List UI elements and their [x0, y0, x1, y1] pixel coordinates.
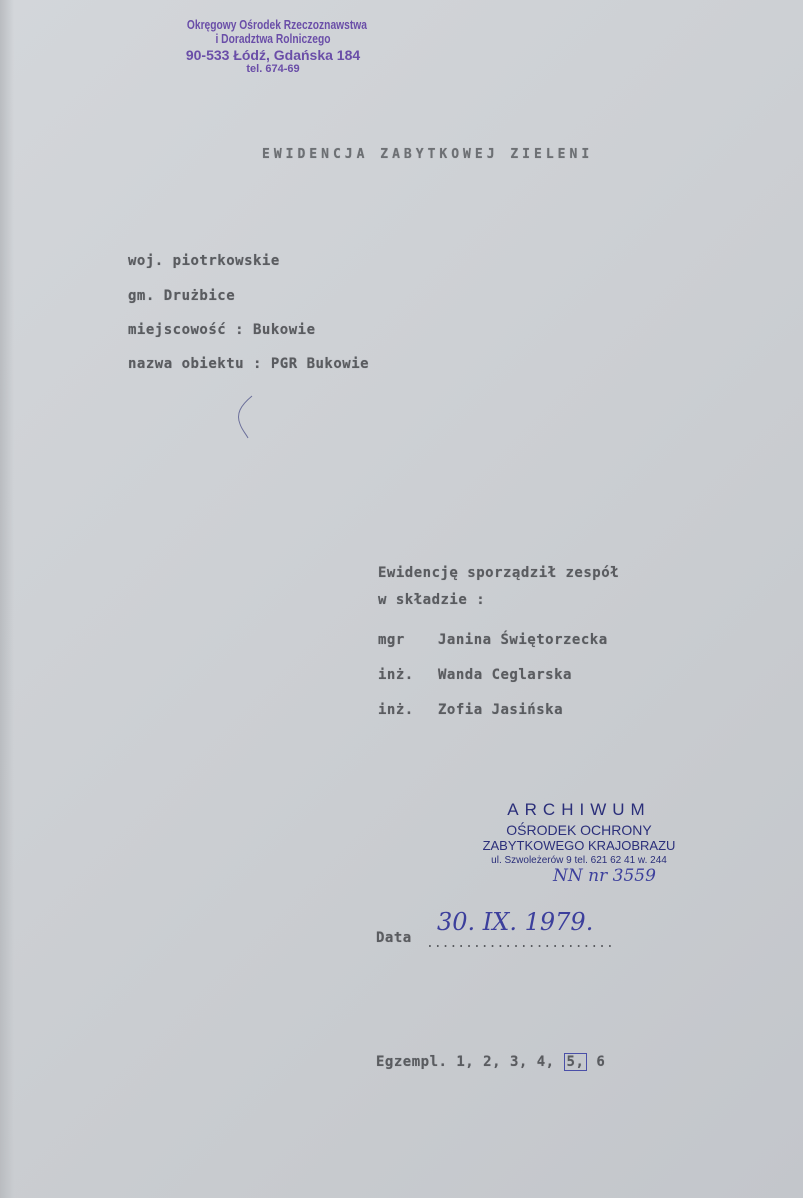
stamp-line-2: i Doradztwa Rolniczego: [215, 32, 331, 47]
archive-stamp-line-1: ARCHIWUM: [507, 800, 651, 819]
stamp-line-1: Okręgowy Ośrodek Rzeczoznawstwa: [186, 18, 367, 32]
stamp-line-3: 90-533 Łódź, Gdańska 184: [185, 46, 361, 63]
institution-stamp: [168, 18, 378, 75]
member-1-name: Janina Świętorzecka: [438, 632, 608, 648]
copies-rest: 6: [596, 1054, 606, 1070]
pencil-mark: [230, 392, 260, 442]
archive-stamp-line-2: OŚRODEK OCHRONY: [506, 822, 652, 838]
date-dotted-line: ........................: [426, 936, 614, 951]
copies-selected: 5,: [564, 1053, 588, 1071]
page-edge-shadow: [0, 0, 14, 1198]
member-2-name: Wanda Ceglarska: [438, 667, 572, 683]
date-label: Data: [376, 930, 412, 946]
stamp-line-4: tel. 674-69: [246, 62, 300, 75]
copies-line: [376, 1053, 605, 1071]
member-3-name: Zofia Jasińska: [438, 702, 564, 718]
handwritten-date: 30. IX. 1979.: [437, 908, 594, 936]
field-object-name: nazwa obiektu : PGR Bukowie: [128, 356, 370, 372]
copies-list: 1, 2, 3, 4,: [456, 1054, 555, 1070]
archive-stamp: [470, 800, 688, 866]
handwritten-reference: NN nr 3559: [553, 866, 656, 886]
member-1-title: mgr: [378, 632, 405, 648]
field-voivodeship: woj. piotrkowskie: [128, 253, 280, 269]
document-title: EWIDENCJA ZABYTKOWEJ ZIELENI: [262, 147, 594, 162]
field-locality: miejscowość : Bukowie: [128, 322, 316, 338]
archive-stamp-line-4: ul. Szwoleżerów 9 tel. 621 62 41 w. 244: [491, 855, 667, 866]
team-intro-line-1: Ewidencję sporządził zespół: [378, 565, 620, 581]
member-2-title: inż.: [378, 667, 414, 683]
member-3-title: inż.: [378, 702, 414, 718]
field-commune: gm. Drużbice: [128, 288, 236, 304]
copies-label: Egzempl.: [376, 1054, 448, 1070]
team-intro-line-2: w składzie :: [378, 592, 486, 608]
archive-stamp-line-3: ZABYTKOWEGO KRAJOBRAZU: [482, 838, 676, 853]
